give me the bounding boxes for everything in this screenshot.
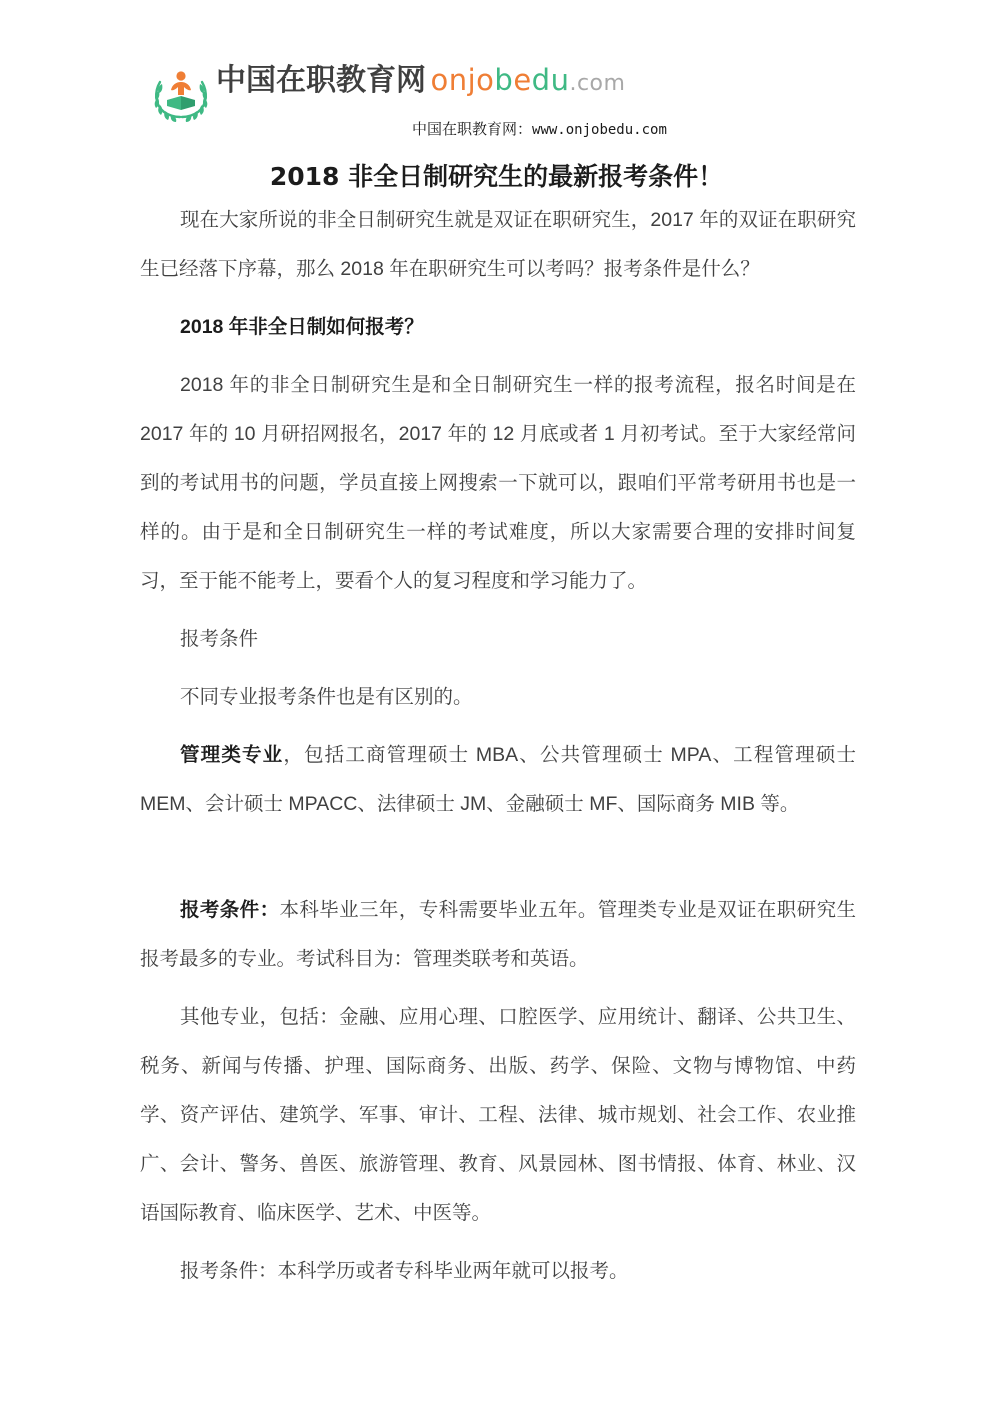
paragraph-other-requirements: 报考条件：本科学历或者专科毕业两年就可以报考。 [180,1260,629,1282]
management-majors-text: ，包括工商管理硕士 MBA、公共管理硕士 MPA、工程管理硕士 MEM、会计硕士 MPACC、法律硕士 JM、金融硕士 MF、国际商务 MIB 等。 [140,744,856,815]
spacer [140,838,856,886]
site-logo[interactable] [150,62,625,124]
logo-en-domain: .com [569,71,626,96]
logo-wordmark [216,62,625,99]
logo-en-seg-4: du [531,63,570,97]
page-title: 2018 非全日制研究生的最新报考条件！ [269,161,724,191]
section-heading-how-to-apply: 2018 年非全日制如何报考？ [180,316,424,338]
paragraph-management-majors [140,731,856,829]
management-majors-lead: 管理类专业 [180,744,284,766]
management-requirements-lead: 报考条件： [180,899,280,921]
document-body [140,196,856,1305]
logo-chinese-name: 中国在职教育网 [216,63,426,98]
paragraph-intro: 现在大家所说的非全日制研究生就是双证在职研究生，2017 年的双证在职研究生已经落下序幕，那么 2018 年在职研究生可以考吗？报考条件是什么？ [140,209,856,280]
watermark-url: www.onjobedu.com [532,122,667,138]
laurel-wreath-book-icon [150,62,212,124]
paragraph-other-majors: 其他专业，包括：金融、应用心理、口腔医学、应用统计、翻译、公共卫生、税务、新闻与传播、护理、国际商务、出版、药学、保险、文物与博物馆、中药学、资产评估、建筑学、军事、审计、工程、法律、城市规划、社会工作、农业推广、会计、警务、兽医、旅游管理、教育、风景园林、图书情报、体育、林业、汉语国际教育、临床医学、艺术、中医等。 [140,1006,856,1224]
paragraph-requirements-differ: 不同专业报考条件也是有区别的。 [180,686,473,708]
site-header [150,62,870,147]
paragraph-application-process: 2018 年的非全日制研究生是和全日制研究生一样的报考流程，报名时间是在 2017 年的 10 月研招网报名，2017 年的 12 月底或者 1 月初考试。至于大家经常问到的考试用书的问题，学员直接上网搜索一下就可以，跟咱们平常考研用书也是一样的。由于是和全日制研究生一样的考试难度，所以大家需要合理的安排时间复习，至于能不能考上，要看个人的复习程度和学习能力了。 [140,374,856,592]
paragraph-management-requirements [140,886,856,984]
logo-en-seg-1: onjo [430,63,495,97]
logo-english-name [430,63,625,97]
watermark [412,118,667,139]
logo-en-seg-3: e [513,63,532,97]
management-requirements-text: 本科毕业三年，专科需要毕业五年。管理类专业是双证在职研究生报考最多的专业。考试科目为：管理类联考和英语。 [140,899,856,970]
logo-en-seg-2: b [494,63,514,97]
paragraph-requirements-label: 报考条件 [180,628,259,650]
watermark-label: 中国在职教育网： [412,120,533,138]
